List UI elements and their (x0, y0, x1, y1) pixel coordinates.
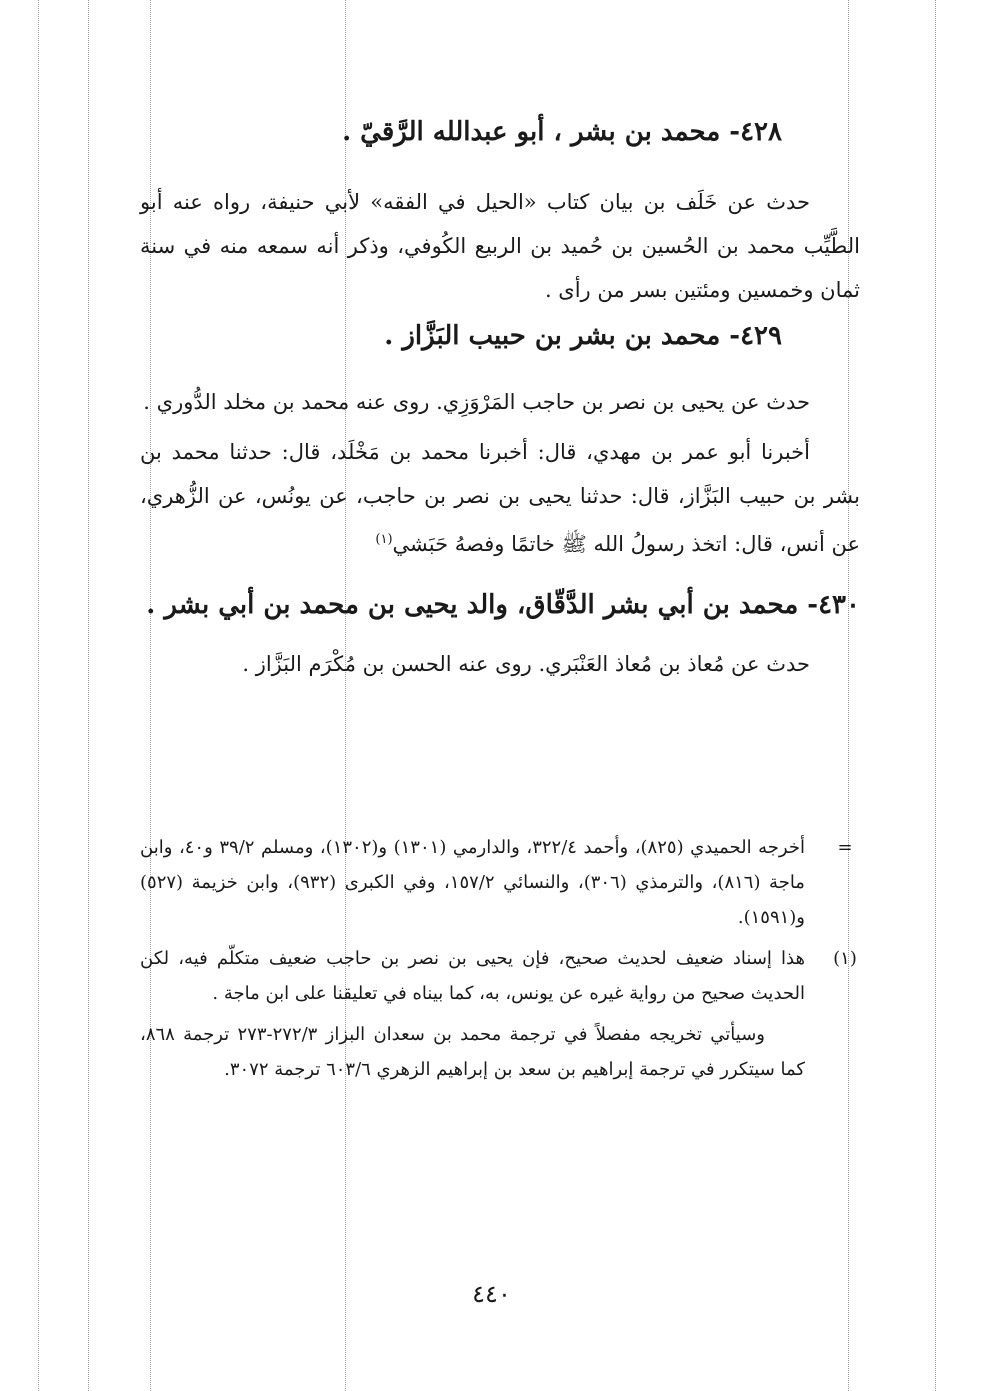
entry-heading-430: ٤٣٠- محمد بن أبي بشر الدَّقّاق، والد يحيى بن محمد بن أبي بشر . (146, 590, 860, 620)
footnote-reference[interactable]: (١) (375, 532, 393, 547)
footnotes (140, 830, 865, 1087)
scan-guide-line (88, 0, 89, 1391)
entry-heading-429: ٤٢٩- محمد بن بشر بن حبيب البَزَّاز . (384, 321, 782, 351)
scan-guide-line (935, 0, 936, 1391)
entry-text-428: حدث عن خَلَف بن بيان كتاب «الحيل في الفقه» لأبي حنيفة، رواه عنه أبو الطَّيِّب محمد بن الحُسين بن حُميد بن الربيع الكُوفي، وذكر أنه سمعه منه في سنة ثمان وخمسين ومئتين بسر من رأى . (140, 190, 860, 302)
footnote-1 (140, 941, 865, 1011)
footnote-continuation-marker: = (837, 837, 853, 858)
footnote-1-continuation: وسيأتي تخريجه مفصلاً في ترجمة محمد بن سعدان البزاز ٢٧٢/٣-٢٧٣ ترجمة ٨٦٨، كما سيتكرر في ترجمة إبراهيم بن سعد بن إبراهيم الزهري ٦٠٣/٦ ترجمة ٣٠٧٢. (140, 1024, 805, 1080)
footnote-1-marker: (١) (833, 948, 857, 969)
hadith-text: أخبرنا أبو عمر بن مهدي، قال: أخبرنا محمد بن مَخْلَد، قال: حدثنا محمد بن بشر بن حبيب البَزَّاز، قال: حدثنا يحيى بن نصر بن حاجب، عن يونُس، عن الزُّهري، عن أنس، قال: اتخذ رسولُ الله ﷺ خاتمًا وفصهُ حَبَشي (140, 440, 860, 556)
scan-guide-line (38, 0, 39, 1391)
main-text (140, 110, 860, 686)
footnote-continuation (140, 830, 865, 935)
entry-hadith-429 (140, 430, 860, 566)
page-number: ٤٤٠ (472, 1280, 511, 1308)
entry-text-430: حدث عن مُعاذ بن مُعاذ العَنْبَري. روى عنه الحسن بن مُكْرَم البَزَّاز . (242, 652, 810, 676)
entry-text-429: حدث عن يحيى بن نصر بن حاجب المَرْوَزِي. روى عنه محمد بن مخلد الدُّوري . (143, 390, 810, 414)
entry-heading-428: ٤٢٨- محمد بن بشر ، أبو عبدالله الرَّقيّ . (342, 117, 782, 147)
footnote-1-text: هذا إسناد ضعيف لحديث صحيح، فإن يحيى بن نصر بن حاجب ضعيف متكلّم فيه، لكن الحديث صحيح من رواية غيره عن يونس، به، كما بيناه في تعليقنا على ابن ماجة . (140, 948, 805, 1004)
footnote-continuation-text: أخرجه الحميدي (٨٢٥)، وأحمد ٣٢٢/٤، والدارمي (١٣٠١) و(١٣٠٢)، ومسلم ٣٩/٢ و٤٠، وابن ماجة (٨١٦)، والترمذي (٣٠٦)، والنسائي ١٥٧/٢، وفي الكبرى (٩٣٢)، وابن خزيمة (٥٢٧) و(١٥٩١). (140, 837, 805, 928)
